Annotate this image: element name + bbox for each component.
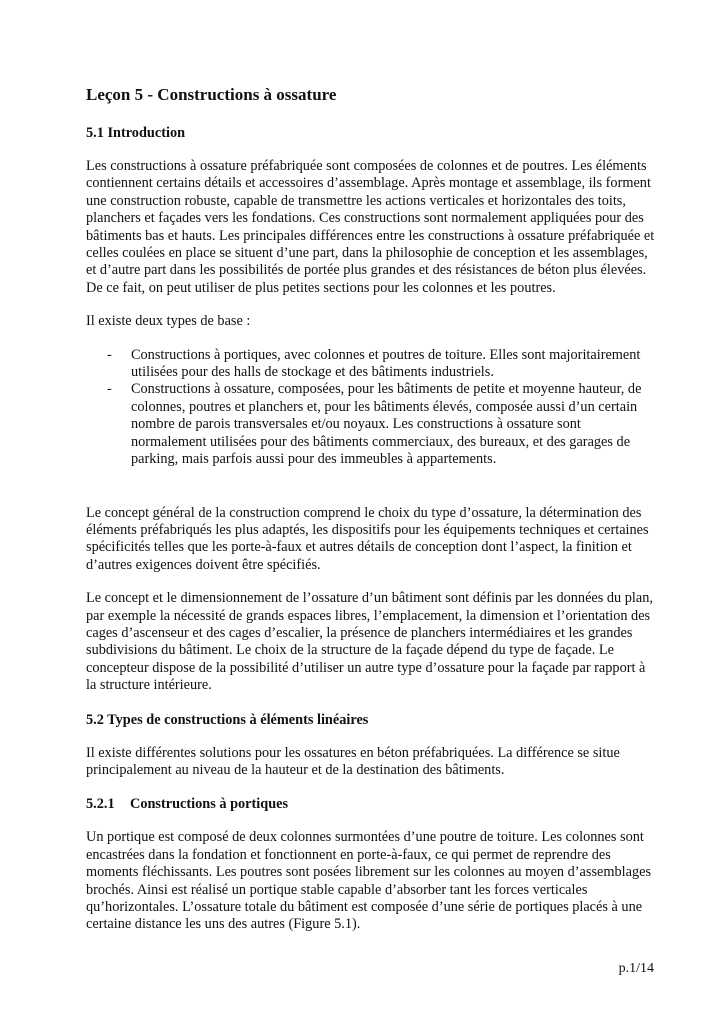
subsection-heading-5-2-1 (86, 795, 656, 813)
list-item (86, 381, 656, 468)
paragraph: Le concept et le dimensionnement de l’ossature d’un bâtiment sont définis par les données du plan, par exemple la nécessité de grands espaces libres, l’emplacement, la dimension et l’orientation des cages d’ascenseur et des cages d’escalier, la présence de planchers intermédiaires et les grandes subdivisions du bâtiment. Le choix de la structure de la façade dépend du type de façade. Le concepteur dispose de la possibilité d’utiliser un autre type d’ossature pour la façade par rapport à la structure intérieure. (86, 590, 653, 694)
lesson-title: Leçon 5 - Constructions à ossature (86, 85, 337, 104)
paragraph: Il existe différentes solutions pour les ossatures en béton préfabriquées. La différence se situe principalement au niveau de la hauteur et de la destination des bâtiments. (86, 744, 620, 778)
page-number: p.1/14 (618, 961, 654, 976)
paragraph: Il existe deux types de base : (86, 313, 251, 330)
bullet-list (86, 347, 656, 469)
list-item-text: Constructions à ossature, composées, pour les bâtiments de petite et moyenne hauteur, de colonnes, poutres et planchers et, pour les bâtiments élevés, composée aussi d’un certain nombre de parois transversales et/ou noyaux. Les constructions à ossature sont normalement utilisées pour des bâtiments commerciaux, des bureaux, et des garages de parking, mais parfois aussi pour des immeubles à appartements. (131, 381, 642, 468)
subsection-title: Constructions à portiques (130, 796, 289, 813)
list-item-text: Constructions à portiques, avec colonnes et poutres de toiture. Elles sont majoritairement utilisées pour des halls de stockage et des bâtiments industriels. (131, 346, 641, 381)
paragraph: Un portique est composé de deux colonnes surmontées d’une poutre de toiture. Les colonnes sont encastrées dans la fondation et fonctionnent en porte-à-faux, ce qui permet de reprendre des moments fléchissants. Les poutres sont posées librement sur les colonnes au moyen d’assemblages brochés. Ainsi est réalisé un portique stable capable d’absorber tant les forces verticales qu’horizontales. L’ossature totale du bâtiment est composée d’une série de portiques placés à une certaine distance les uns des autres (Figure 5.1). (86, 829, 652, 933)
paragraph: Le concept général de la construction comprend le choix du type d’ossature, la détermination des éléments préfabriqués les plus adaptés, les dispositifs pour les équipements techniques et certaines spécificités telles que les porte-à-faux et autres détails de conception dont l’aspect, la finition et d’autres exigences doivent être spécifiés. (86, 504, 649, 573)
paragraph: Les constructions à ossature préfabriquée sont composées de colonnes et de poutres. Les éléments contiennent certains détails et accessoires d’assemblage. Après montage et assemblage, ils forment une construction robuste, capable de transmettre les actions verticales et horizontales des toits, planchers et façades vers les fondations. Ces constructions sont normalement appliquées pour des bâtiments bas et hauts. Les principales différences entre les constructions à ossature préfabriquée et celles coulées en place se situent d’une part, dans la philosophie de conception et les assemblages, et d’autre part dans les possibilités de portée plus grandes et des résistances de béton plus élevées. De ce fait, on peut utiliser de plus petites sections pour les colonnes et les poutres. (86, 158, 655, 296)
section-heading-5-1: 5.1 Introduction (86, 125, 186, 141)
dash-bullet: - (107, 381, 112, 398)
subsection-number: 5.2.1 (86, 796, 115, 813)
list-item (86, 347, 656, 382)
dash-bullet: - (107, 346, 112, 363)
section-heading-5-2: 5.2 Types de constructions à éléments linéaires (86, 711, 369, 728)
document-body (86, 84, 656, 934)
